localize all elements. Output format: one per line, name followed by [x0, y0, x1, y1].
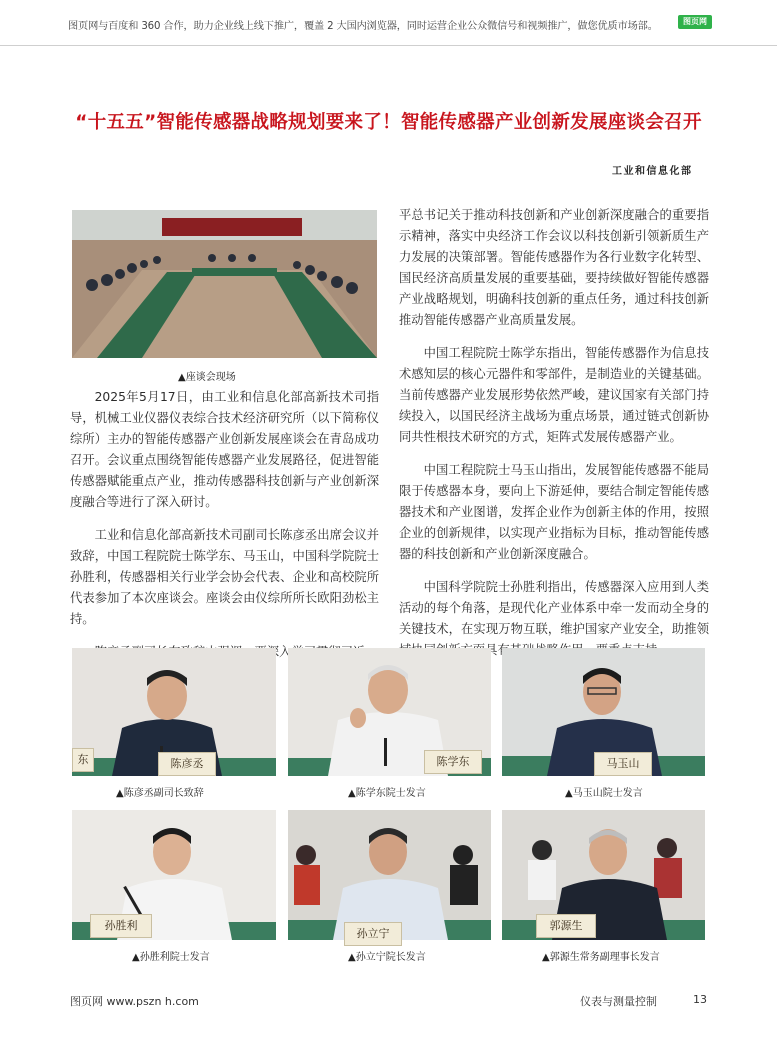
paragraph: 2025年5月17日，由工业和信息化部高新技术司指导，机械工业仪器仪表综合技术经济研究所（以下简称仪综所）主办的智能传感器产业创新发展座谈会在青岛成功召开。会议重点围绕智能传感器产业发展路径，促进智能传感器赋能重点产业，推动传感器科技创新与产业创新深度融合等进行了深入研讨。 — [70, 390, 379, 509]
photo-caption: ▲孙立宁院长发言 — [348, 952, 426, 963]
nameplate: 孙胜利 — [90, 914, 152, 938]
nameplate: 陈彦丞 — [158, 752, 216, 776]
nameplate: 东 — [72, 748, 94, 772]
speaker-photo — [502, 810, 705, 940]
paragraph: 工业和信息化部高新技术司副司长陈彦丞出席会议并致辞，中国工程院院士陈学东、马玉山，中国科学院院士孙胜利，传感器相关行业学会协会代表、企业和高校院所代表参加了本次座谈会。座谈会由仪综所所长欧阳劲松主持。 — [70, 528, 379, 626]
photo-caption: ▲马玉山院士发言 — [565, 788, 643, 799]
page-number: 13 — [693, 993, 707, 1006]
article-source: 工业和信息化部 — [612, 166, 693, 177]
paragraph: 中国工程院院士马玉山指出，发展智能传感器不能局限于传感器本身，要向上下游延伸，要结合制定智能传感器技术和产业图谱，发挥企业作为创新主体的作用，按照企业的创新规律，以实现产业指标为目标，推动智能传感器的科技创新和产业创新深度融合。 — [399, 463, 709, 561]
photo-caption: ▲陈学东院士发言 — [348, 788, 426, 799]
speaker-photo — [288, 810, 491, 940]
nameplate: 郭源生 — [536, 914, 596, 938]
right-column — [399, 205, 709, 673]
main-photo-caption: ▲座谈会现场 — [178, 372, 236, 383]
site-logo[interactable]: 图页网 — [678, 15, 712, 29]
photo-caption: ▲孙胜利院士发言 — [132, 952, 210, 963]
banner-ad-text: 图页网与百度和 360 合作，助力企业线上线下推广，覆盖 2 大国内浏览器，同时运营企业公众微信号和视频推广，做您优质市场部。 — [68, 21, 658, 32]
photo-caption: ▲郭源生常务副理事长发言 — [542, 952, 660, 963]
footer-site[interactable]: 图页网 www.pszn h.com — [70, 995, 199, 1008]
left-column — [70, 387, 379, 675]
footer-journal: 仪表与测量控制 — [580, 995, 657, 1008]
article-title: “十五五”智能传感器战略规划要来了！智能传感器产业创新发展座谈会召开 — [75, 112, 702, 133]
nameplate: 陈学东 — [424, 750, 482, 774]
nameplate: 马玉山 — [594, 752, 652, 776]
paragraph: 中国工程院院士陈学东指出，智能传感器作为信息技术感知层的核心元器件和零部件，是制造业的关键基础。当前传感器产业发展形势依然严峻，建议国家有关部门持续投入，以国民经济主战场为重点场景，通过链式创新协同共性根技术研究的方式，矩阵式发展传感器产业。 — [399, 346, 709, 444]
top-banner — [0, 0, 777, 46]
paragraph: 中国科学院院士孙胜利指出，传感器深入应用到人类活动的每个角落，是现代化产业体系中牵一发而动全身的关键技术，在实现万物互联，维护国家产业安全，助推领 面具有 — [399, 580, 709, 657]
paragraph: 平总书记关于推动科技创新和产业创新深度融合的重要指示精神，落实中央经济工作会议以科技创新引领新质生产力发展的决策部署。智能传感器作为各行业数字化转型、国民经济高质量发展的重要基础，要持续做好智能传感器产业战略规划，明确科技创新的重点任务，通过科技创新推动智能传感器产业高质量发展。 — [399, 208, 709, 327]
nameplate: 孙立宁 — [344, 922, 402, 946]
photo-caption: ▲陈彦丞副司长致辞 — [116, 788, 204, 799]
meeting-photo — [72, 210, 377, 358]
